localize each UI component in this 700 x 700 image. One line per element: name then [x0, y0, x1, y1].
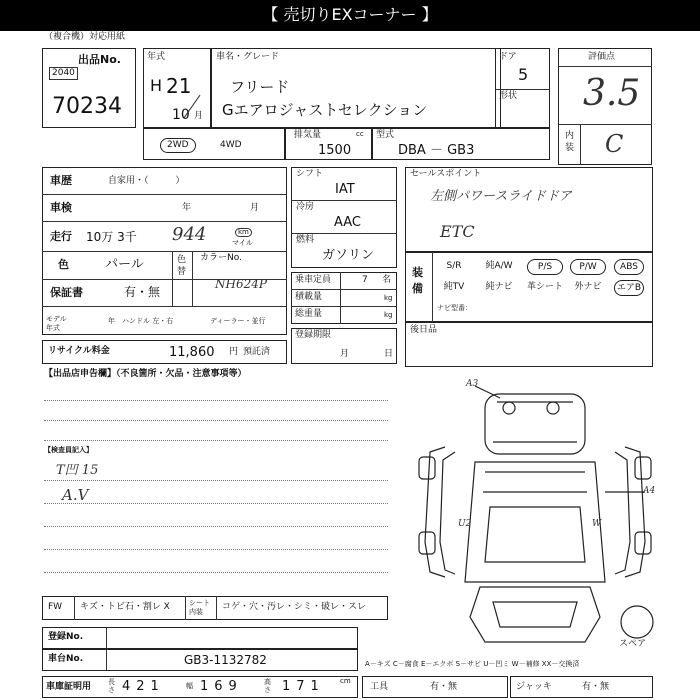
report-line-3 — [44, 440, 388, 441]
diagram-roof-front — [493, 402, 577, 442]
banner-title: 【 売切りEXコーナー 】 — [262, 5, 438, 24]
diagram-spare-wheel — [621, 606, 653, 638]
sales-point-line2: ETC — [440, 222, 475, 241]
lot-number: 70234 — [52, 94, 122, 119]
model-year-year: 年 — [108, 317, 115, 325]
recycle-label: リサイクル料金 — [48, 346, 110, 356]
color-divider2 — [192, 251, 193, 306]
model-year-handle: ハンドル 左・右 — [122, 317, 174, 325]
inspector-line-5 — [44, 572, 388, 573]
diagram-front-grille — [493, 602, 577, 627]
ac-label: 冷房 — [296, 202, 315, 212]
inspector-line1: T凹 15 — [56, 463, 99, 478]
diagram-wheel-fl — [419, 457, 435, 479]
diagram-roof — [485, 394, 585, 454]
fw-value: キズ・トビ石・割レ X — [80, 602, 170, 612]
drive-2wd: 2WD — [160, 138, 196, 153]
name-label: 車名・グレード — [216, 52, 280, 62]
registration-label: 登録期限 — [295, 330, 332, 340]
specs-row1 — [42, 194, 287, 195]
model-year-dealer: ディーラー・並行 — [210, 317, 266, 325]
mileage-value: 10万 3千 — [86, 230, 137, 244]
score-divider — [559, 66, 652, 67]
seat-value: コゲ・穴・汚レ・シミ・破レ・スレ — [222, 602, 367, 612]
gross-label: 総重量 — [295, 309, 323, 319]
capacity-value: 7 — [362, 275, 368, 285]
legend: A－キズ C－腐食 E－エクボ S－サビ U－凹ミ W－補修 XX－交換済 — [365, 660, 580, 668]
warranty-value: 有・無 — [124, 285, 161, 299]
door-label: ドア — [499, 52, 517, 62]
chassis-value: GB3-1132782 — [184, 653, 267, 667]
shape-label: 形状 — [499, 91, 518, 101]
shift-label: シフト — [296, 169, 324, 179]
sales-point-line1: 左側パワースライドドア — [430, 189, 572, 204]
cert-length-label: 長さ — [108, 678, 115, 694]
shift-row2 — [291, 233, 397, 234]
diagram-mark-right: A4 — [643, 486, 656, 496]
displacement-label: 排気量 — [294, 130, 322, 140]
history-value: 自家用・（ ） — [108, 176, 185, 186]
warranty-label: 保証書 — [50, 286, 83, 299]
jack-value: 有・無 — [582, 682, 610, 692]
mod-date-label: 後日品 — [410, 325, 438, 335]
equipment-item-r2-1: 純TV — [443, 282, 465, 292]
ac-value: AAC — [334, 215, 361, 230]
score-label: 評価点 — [588, 52, 616, 62]
mileage-handwritten: 944 — [172, 224, 207, 245]
fw-label: FW — [48, 602, 63, 612]
load-unit: kg — [384, 294, 393, 302]
tools-value: 有・無 — [430, 682, 458, 692]
recycle-note: 預託済 — [243, 347, 271, 357]
interior-label: 内装 — [565, 131, 575, 153]
tools-label: 工具 — [370, 682, 389, 692]
specs-row5 — [42, 306, 287, 307]
report-line-2 — [44, 420, 388, 421]
door-shape-box — [495, 48, 550, 128]
equipment-divider — [432, 252, 433, 322]
report-line-1 — [44, 400, 388, 401]
diagram-pointer-top — [475, 386, 500, 398]
mod-date-box — [405, 322, 653, 367]
load-label: 積載量 — [295, 292, 323, 302]
inspector-line-4 — [44, 549, 388, 550]
inspector-label: 【検査員記入】 — [44, 446, 93, 454]
chassis-label: 車台No. — [48, 654, 84, 664]
mileage-label: 走行 — [50, 230, 72, 243]
equipment-label: 装備 — [412, 266, 423, 295]
capacity-label: 乗車定員 — [295, 275, 332, 285]
inspector-line-2 — [44, 503, 388, 504]
lot-label: 出品No. — [78, 53, 121, 66]
cert-width-value: 169 — [200, 679, 243, 694]
diagram-front — [470, 587, 600, 642]
seat-label: シート内装 — [189, 599, 210, 616]
equipment-item-r1-5: ABS — [614, 259, 644, 275]
equipment-item-r1-4: P/W — [570, 259, 606, 275]
displacement-value: 1500 — [318, 143, 352, 158]
diagram-right-side-inner — [615, 452, 630, 574]
shift-row1 — [291, 200, 397, 201]
inspection-year: 年 — [182, 203, 192, 213]
inspection-label: 車検 — [50, 201, 72, 214]
jack-label: ジャッキ — [516, 682, 552, 692]
capacity-unit: 名 — [382, 275, 392, 285]
year-month-suffix: 月 — [194, 111, 204, 121]
drive-4wd: 4WD — [220, 140, 242, 150]
specs-row2 — [42, 221, 287, 222]
year-value: 21 — [166, 74, 192, 98]
equipment-item-r2-5: エアB — [614, 280, 644, 296]
gross-unit: kg — [384, 311, 393, 319]
diagram-left-side-inner — [440, 452, 455, 574]
inspector-line-3 — [44, 526, 388, 527]
color-divider — [172, 251, 173, 306]
equipment-item-r1-1: S/R — [446, 261, 462, 271]
cert-width-label: 幅 — [186, 682, 193, 690]
navi-label: ナビ型番： — [437, 304, 472, 312]
recycle-value: 11,860 — [169, 345, 215, 360]
inspection-month: 月 — [250, 203, 260, 213]
year-month: 10 — [172, 107, 190, 123]
specs-row3 — [42, 251, 287, 252]
capacity-row2 — [291, 306, 397, 307]
history-label: 車歴 — [50, 174, 72, 187]
color-code-value: NH624P — [215, 277, 267, 291]
lot-code: 2040 — [49, 67, 78, 80]
registration-day: 日 — [384, 349, 394, 359]
fw-divider3 — [216, 596, 217, 620]
color-label: 色 — [58, 258, 69, 271]
capacity-col — [340, 272, 341, 324]
diagram-mark-top: A3 — [466, 379, 479, 389]
inspector-line2: A.V — [62, 486, 89, 504]
color-change-label: 色替 — [177, 255, 187, 277]
equipment-item-r1-3: P/S — [527, 259, 563, 275]
capacity-row1 — [291, 289, 397, 290]
recycle-unit: 円 — [229, 347, 239, 357]
diagram-wheel-fr — [635, 457, 651, 479]
diagram-mark-left-bottom: U2 — [458, 519, 472, 529]
sales-point-label: セールスポイント — [410, 169, 482, 179]
door-value: 5 — [518, 65, 529, 84]
cert-length-value: 421 — [122, 679, 165, 694]
car-diagram — [405, 372, 675, 662]
diagram-top-dot-1 — [503, 402, 515, 414]
certificate-label: 車庫証明用 — [46, 682, 92, 692]
mileage-unit-mile: マイル — [232, 239, 253, 247]
diagram-mark-right-bottom: W — [592, 519, 602, 529]
diagram-center-body — [465, 462, 605, 582]
interior-value: C — [605, 130, 624, 158]
exhibitor-report-label: 【出品店申告欄】（不良箇所・欠品・注意事項等） — [44, 369, 247, 379]
cert-height-label: 高さ — [264, 678, 271, 694]
registration-month: 月 — [340, 349, 350, 359]
inspector-line-1 — [44, 480, 388, 481]
fw-divider — [74, 596, 75, 620]
reg-box — [42, 627, 358, 649]
equipment-item-r2-3: 革シート — [527, 282, 564, 292]
displacement-unit: cc — [356, 130, 364, 138]
year-label: 年式 — [147, 52, 166, 62]
color-code-label: カラーNo. — [200, 253, 242, 263]
model-value: DBA － GB3 — [398, 143, 475, 158]
diagram-center-hood — [483, 472, 587, 492]
fuel-label: 燃料 — [296, 235, 315, 245]
header-note: （複合機）対応用紙 — [44, 32, 126, 42]
fuel-value: ガソリン — [322, 248, 375, 263]
interior-divider — [559, 124, 652, 125]
fw-divider2 — [185, 596, 186, 620]
vehicle-grade: Gエアロジャストセレクション — [222, 101, 428, 119]
spare-label: スペア — [619, 639, 647, 649]
model-label: 型式 — [376, 130, 395, 140]
equipment-item-r2-2: 純ナビ — [485, 282, 513, 292]
reg-no-label: 登録No. — [48, 632, 84, 642]
mileage-unit-km: km — [235, 228, 252, 237]
color-value: パール — [105, 257, 144, 272]
interior-vdivider — [580, 124, 581, 165]
cert-height-value: 171 — [282, 679, 325, 694]
equipment-item-r2-4: 外ナビ — [574, 282, 602, 292]
shift-value: IAT — [335, 182, 355, 197]
vehicle-name: フリード — [230, 78, 290, 96]
diagram-center-window — [485, 507, 585, 562]
equipment-item-r1-2: 純A/W — [485, 261, 513, 271]
score-value: 3.5 — [583, 73, 641, 114]
model-year-label: モデル年式 — [46, 315, 67, 332]
year-era: H — [150, 76, 163, 95]
diagram-top-dot-2 — [547, 402, 559, 414]
cert-unit: cm — [340, 677, 351, 685]
